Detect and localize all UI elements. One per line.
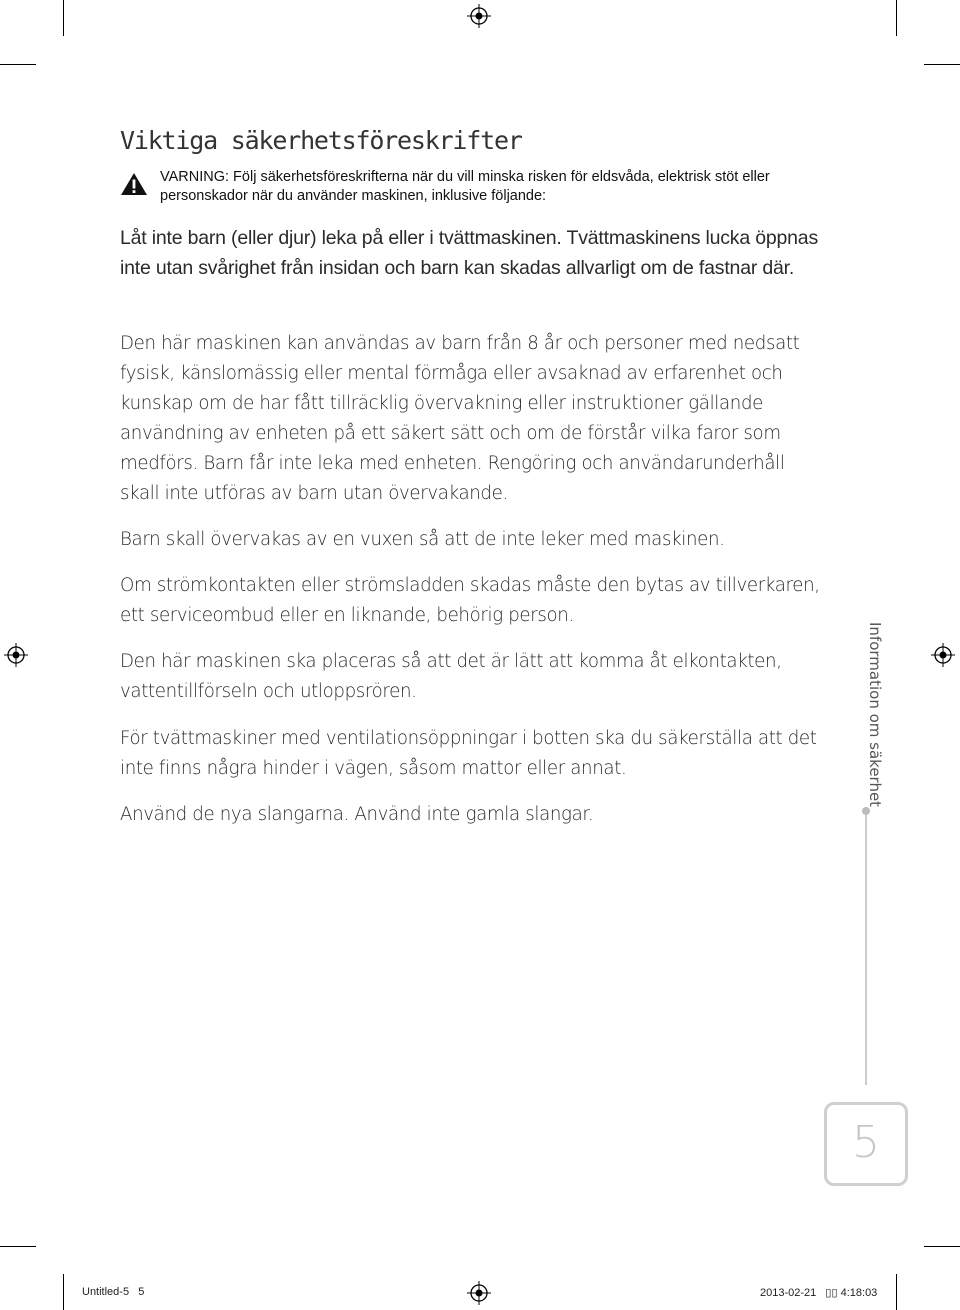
crop-mark xyxy=(0,1246,36,1247)
paragraph: Använd de nya slangarna. Använd inte gamla slangar. xyxy=(120,804,594,825)
side-tab-dot xyxy=(862,807,870,815)
footer-timestamp: 2013-02-21 ▯▯ 4:18:03 xyxy=(760,1287,878,1299)
crop-mark xyxy=(896,1274,897,1310)
crop-mark xyxy=(896,0,897,36)
paragraph: Den här maskinen kan användas av barn från 8 år och personer med nedsatt fysisk, känslomässig eller mental förmåga eller avsaknad av erfarenhet och kunskap om de har fått tillräcklig övervakning eller instruktioner gällande användning av enheten på ett säkert sätt och om de förstår vilka faror som medförs. Barn får inte leka med enheten. Rengöring och användarunderhåll skall inte utföras av barn utan övervakande. xyxy=(120,333,800,504)
crop-mark xyxy=(63,1274,64,1310)
registration-mark-icon xyxy=(467,4,491,28)
crop-mark xyxy=(0,64,36,65)
crop-mark xyxy=(924,1246,960,1247)
page-number: 5 xyxy=(852,1117,880,1168)
warning-line: personskador när du använder maskinen, inklusive följande: xyxy=(160,188,547,204)
warning-line: VARNING: Följ säkerhetsföreskrifterna när du vill minska risken för eldsvåda, elektrisk stöt eller xyxy=(160,169,770,185)
registration-mark-icon xyxy=(467,1281,491,1305)
footer-file-label: Untitled-5 5 xyxy=(82,1286,145,1298)
registration-mark-icon xyxy=(931,643,955,667)
crop-mark xyxy=(63,0,64,36)
page-title: Viktiga säkerhetsföreskrifter xyxy=(120,126,522,155)
crop-mark xyxy=(924,64,960,65)
warning-text xyxy=(160,168,780,206)
paragraph: Barn skall övervakas av en vuxen så att de inte leker med maskinen. xyxy=(120,529,725,550)
section-side-tab: Information om säkerhet xyxy=(866,622,884,808)
paragraph: Den här maskinen ska placeras så att det är lätt att komma åt elkontakten, vattentillförseln och utloppsrören. xyxy=(120,651,782,702)
paragraph: För tvättmaskiner med ventilationsöppningar i botten ska du säkerställa att det inte finns några hinder i vägen, såsom mattor eller annat. xyxy=(120,728,817,779)
paragraph: Om strömkontakten eller strömsladden skadas måste den bytas av tillverkaren, ett serviceombud eller en liknande, behörig person. xyxy=(120,575,820,626)
warning-triangle-icon xyxy=(120,172,148,196)
side-tab-line xyxy=(865,815,867,1085)
page-number-box xyxy=(824,1102,908,1186)
paragraph: Låt inte barn (eller djur) leka på eller i tvättmaskinen. Tvättmaskinens lucka öppnas inte utan svårighet från insidan och barn kan skadas allvarligt om de fastnar där. xyxy=(120,227,818,279)
registration-mark-icon xyxy=(4,643,28,667)
